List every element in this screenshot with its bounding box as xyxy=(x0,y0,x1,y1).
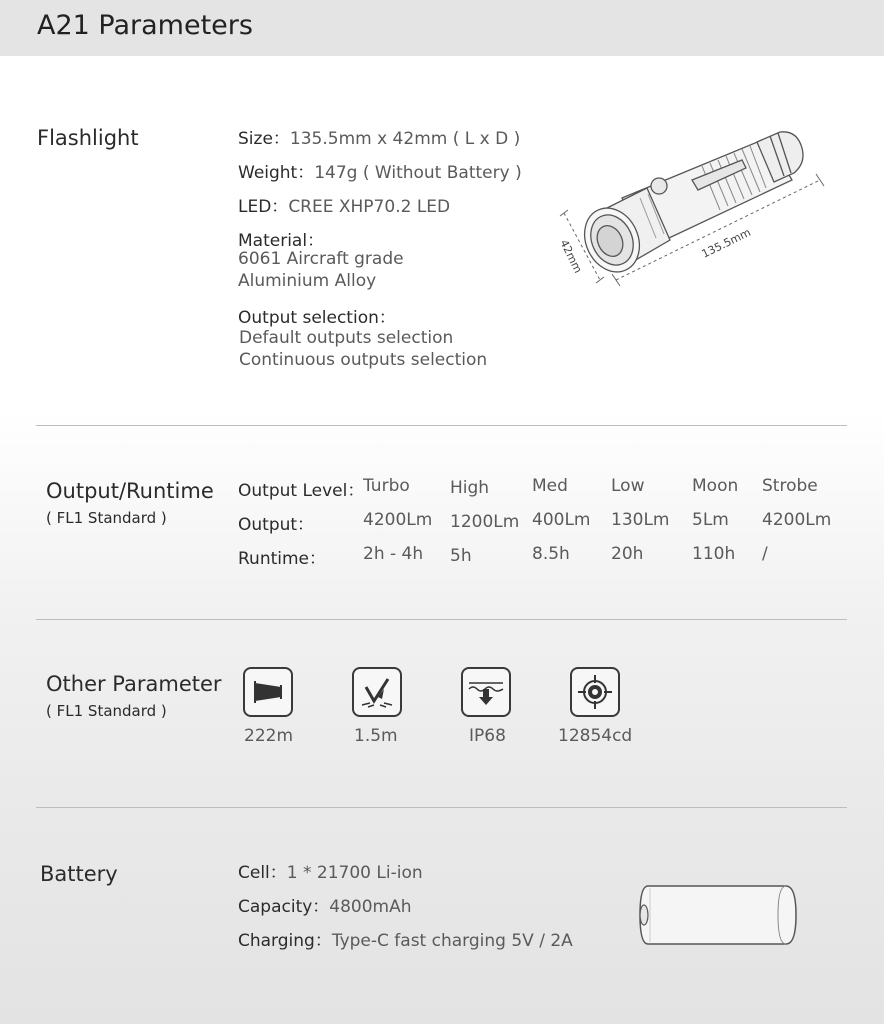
level-cell: Moon xyxy=(692,476,739,496)
beam-distance-icon xyxy=(243,667,293,717)
flashlight-diagram xyxy=(552,118,832,293)
level-cell: Low xyxy=(611,476,645,496)
output-selection-line1: Default outputs selection xyxy=(239,328,454,348)
cell-row xyxy=(238,858,423,883)
runtime-cell: 2h - 4h xyxy=(363,544,424,564)
capacity-label: Capacity： xyxy=(238,897,330,917)
divider xyxy=(36,807,847,808)
size-value: 135.5mm x 42mm ( L x D ) xyxy=(289,129,521,149)
runtime-cell: 20h xyxy=(611,544,644,564)
material-line2: Aluminium Alloy xyxy=(238,271,377,291)
output-cell: 4200Lm xyxy=(762,510,832,530)
runtime-label: Runtime： xyxy=(238,549,327,569)
size-label: Size： xyxy=(238,129,290,149)
intensity-icon xyxy=(570,667,620,717)
weight-row xyxy=(238,158,522,183)
divider xyxy=(36,425,847,426)
waterproof-value: IP68 xyxy=(469,726,506,746)
size-row xyxy=(238,124,520,149)
impact-resistance-icon xyxy=(352,667,402,717)
runtime-cell: 110h xyxy=(692,544,736,564)
runtime-cell: 8.5h xyxy=(532,544,570,564)
battery-title: Battery xyxy=(40,862,118,886)
material-label: Material： xyxy=(238,231,325,251)
output-selection-line2: Continuous outputs selection xyxy=(239,350,488,370)
runtime-cell: / xyxy=(762,544,768,564)
led-label: LED： xyxy=(238,197,289,217)
diagram-length-label: 135.5mm xyxy=(699,225,753,261)
output-cell: 1200Lm xyxy=(450,512,520,532)
runtime-cell: 5h xyxy=(450,546,472,566)
output-label: Output： xyxy=(238,515,315,535)
output-cell: 400Lm xyxy=(532,510,591,530)
diagram-diameter-label: 42mm xyxy=(557,237,585,276)
output-runtime-title: Output/Runtime xyxy=(46,479,214,503)
flashlight-title: Flashlight xyxy=(37,126,139,150)
output-cell: 130Lm xyxy=(611,510,670,530)
output-runtime-subtitle: ( FL1 Standard ) xyxy=(46,509,167,527)
cell-label: Cell： xyxy=(238,863,287,883)
other-parameter-subtitle: ( FL1 Standard ) xyxy=(46,702,167,720)
output-cell: 5Lm xyxy=(692,510,729,530)
other-parameter-title: Other Parameter xyxy=(46,672,222,696)
output-level-label: Output Level： xyxy=(238,481,365,501)
page-header xyxy=(0,0,884,56)
weight-value: 147g ( Without Battery ) xyxy=(314,163,522,183)
led-row xyxy=(238,192,450,217)
page-title: A21 Parameters xyxy=(37,10,253,41)
material-line1: 6061 Aircraft grade xyxy=(238,249,404,269)
intensity-value: 12854cd xyxy=(558,726,633,746)
output-selection-label: Output selection： xyxy=(238,308,396,328)
led-value: CREE XHP70.2 LED xyxy=(288,197,451,217)
level-cell: Turbo xyxy=(363,476,410,496)
beam-distance-value: 222m xyxy=(244,726,294,746)
waterproof-icon xyxy=(461,667,511,717)
divider xyxy=(36,619,847,620)
level-cell: High xyxy=(450,478,490,498)
charging-label: Charging： xyxy=(238,931,332,951)
capacity-value: 4800mAh xyxy=(329,897,412,917)
capacity-row xyxy=(238,892,412,917)
cell-value: 1 * 21700 Li-ion xyxy=(286,863,423,883)
level-cell: Med xyxy=(532,476,568,496)
level-cell: Strobe xyxy=(762,476,818,496)
impact-resistance-value: 1.5m xyxy=(354,726,398,746)
output-cell: 4200Lm xyxy=(363,510,433,530)
charging-value: Type-C fast charging 5V / 2A xyxy=(331,931,573,951)
battery-illustration xyxy=(636,882,802,948)
charging-row xyxy=(238,926,573,951)
weight-label: Weight： xyxy=(238,163,315,183)
